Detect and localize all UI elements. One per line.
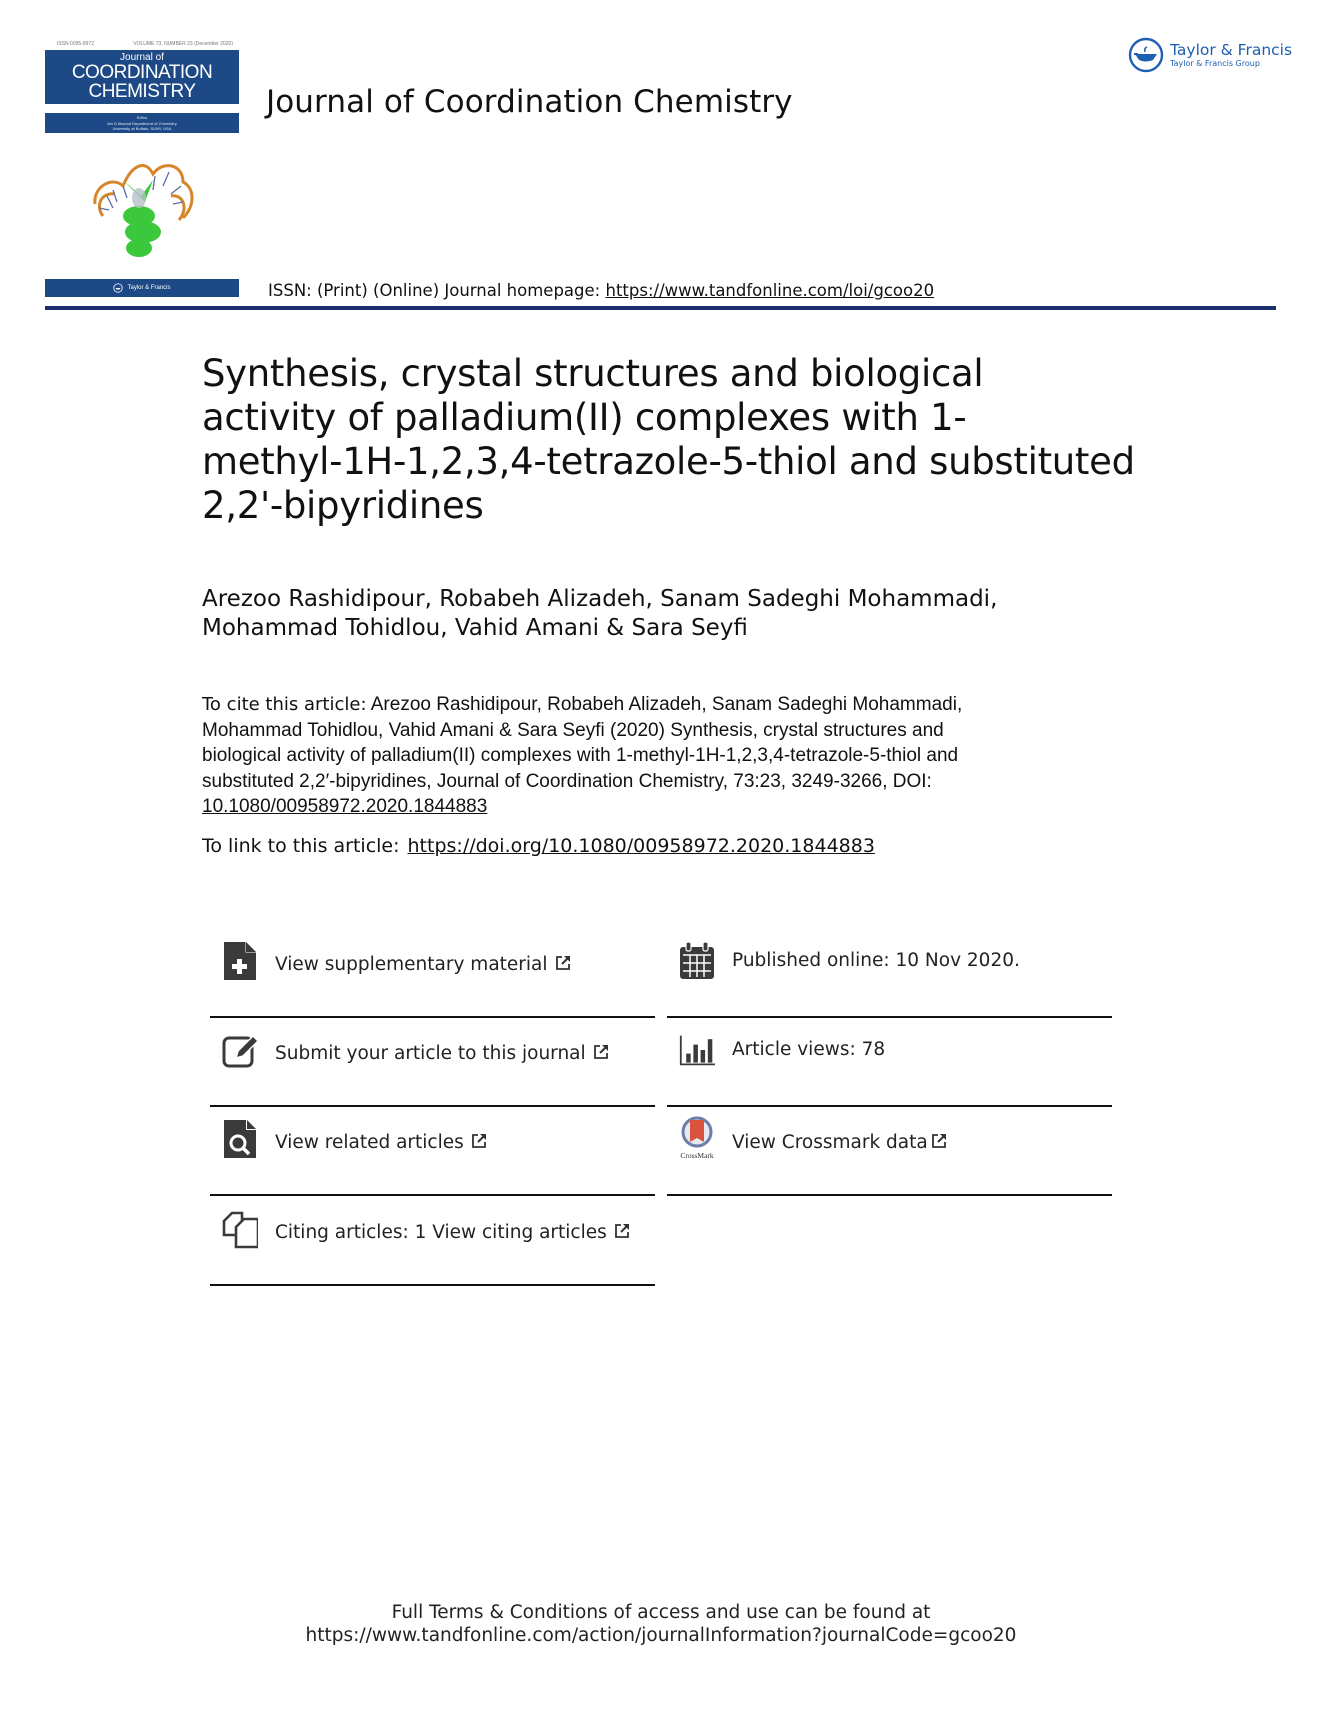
footer-terms-link[interactable]: https://www.tandfonline.com/action/journalInformation?journalCode=gcoo20 [305,1625,1017,1646]
cite-label: To cite this article: [202,694,367,715]
terms-footer [0,1601,1322,1647]
cover-title-band [45,50,239,104]
cover-meta [45,38,239,50]
supplementary-label: View supplementary material [275,954,548,975]
crossmark-icon [677,1116,717,1160]
cover-editor-line2: University at Buffalo, SUNY, USA [112,126,172,131]
cover-publisher-band [45,279,239,297]
cover-volume: VOLUME 73, NUMBER 23 (December 2020) [133,41,233,47]
cover-editor-line1: Jim D Atwood Department of Chemistry, [106,120,178,126]
footer-line1: Full Terms & Conditions of access and use can be found at [391,1602,931,1623]
article-title [202,352,1162,528]
submit-label: Submit your article to this journal [275,1043,586,1064]
copy-documents-icon [222,1209,258,1249]
cite-doi-link[interactable]: 10.1080/00958972.2020.1844883 [202,796,488,817]
cite-text: biological activity of palladium(II) complexes with 1-methyl-1H-1,2,3,4-tetrazole-5-thiol and [202,745,959,766]
cover-editor-label: Editor [136,115,148,120]
article-views-tile [667,1017,1112,1107]
article-authors [202,585,1102,643]
published-online-label: Published online: 10 Nov 2020. [732,950,1020,971]
journal-cover [45,38,239,300]
external-link-icon [613,1222,631,1240]
cover-title-line1: COORDINATION [71,62,213,83]
file-plus-icon [222,941,258,981]
related-articles-tile[interactable] [210,1106,655,1196]
title-line: Synthesis, crystal structures and biological [202,352,984,395]
publisher-name: Taylor & Francis [1170,40,1293,59]
cover-editor-band [45,113,239,133]
journal-title: Journal of Coordination Chemistry [266,84,793,120]
crossmark-tile[interactable] [667,1106,1112,1196]
supplementary-tile[interactable] [210,928,655,1018]
external-link-icon [554,954,572,972]
citing-articles-tile[interactable] [210,1196,655,1286]
cover-publisher: Taylor & Francis [127,285,171,291]
article-doi-link[interactable]: https://doi.org/10.1080/00958972.2020.1844883 [407,835,875,857]
edit-pencil-icon [222,1030,258,1070]
external-link-icon [930,1132,948,1150]
crossmark-badge-text: CrossMark [680,1151,714,1160]
related-label: View related articles [275,1132,464,1153]
title-line: 2,2'-bipyridines [202,484,484,527]
external-link-icon [592,1043,610,1061]
tf-lamp-icon [113,283,123,293]
cover-issn: ISSN 0095-8972 [57,41,94,47]
cite-text: Arezoo Rashidipour, Robabeh Alizadeh, Sanam Sadeghi Mohammadi, [366,694,963,715]
authors-line: Mohammad Tohidlou, Vahid Amani & Sara Seyfi [202,615,748,641]
file-search-icon [222,1119,258,1159]
cite-text: Mohammad Tohidlou, Vahid Amani & Sara Seyfi (2020) Synthesis, crystal structures and [202,719,944,741]
issn-label: ISSN: (Print) (Online) Journal homepage: [268,281,606,300]
cover-journal-of: Journal of [120,52,164,63]
citation-block [202,692,1082,820]
published-online-tile [667,928,1112,1018]
journal-homepage-link[interactable]: https://www.tandfonline.com/loi/gcoo20 [605,281,935,300]
citing-label: Citing articles: 1 View citing articles [275,1222,607,1243]
authors-line: Arezoo Rashidipour, Robabeh Alizadeh, Sanam Sadeghi Mohammadi, [202,586,998,612]
article-link-line [202,835,875,857]
crossmark-label: View Crossmark data [732,1132,928,1153]
issn-homepage-line [268,281,934,300]
header-divider [45,306,1276,310]
title-line: methyl-1H-1,2,3,4-tetrazole-5-thiol and substituted [202,440,1135,483]
title-line: activity of palladium(II) complexes with 1- [202,396,967,439]
cite-text: substituted 2,2′-bipyridines, Journal of Coordination Chemistry, 73:23, 3249-3266, DOI: [202,770,932,792]
publisher-group: Taylor & Francis Group [1170,58,1260,68]
bar-chart-icon [679,1030,715,1070]
cover-title-line2: CHEMISTRY [88,81,196,102]
link-label: To link to this article: [202,835,400,857]
calendar-icon [679,941,715,981]
article-views-label: Article views: 78 [732,1039,886,1060]
publisher-logo [1128,37,1292,73]
external-link-icon [470,1132,488,1150]
tf-lamp-icon [1128,37,1164,73]
submit-article-tile[interactable] [210,1017,655,1107]
cover-protein-dna-illustration [83,146,203,266]
